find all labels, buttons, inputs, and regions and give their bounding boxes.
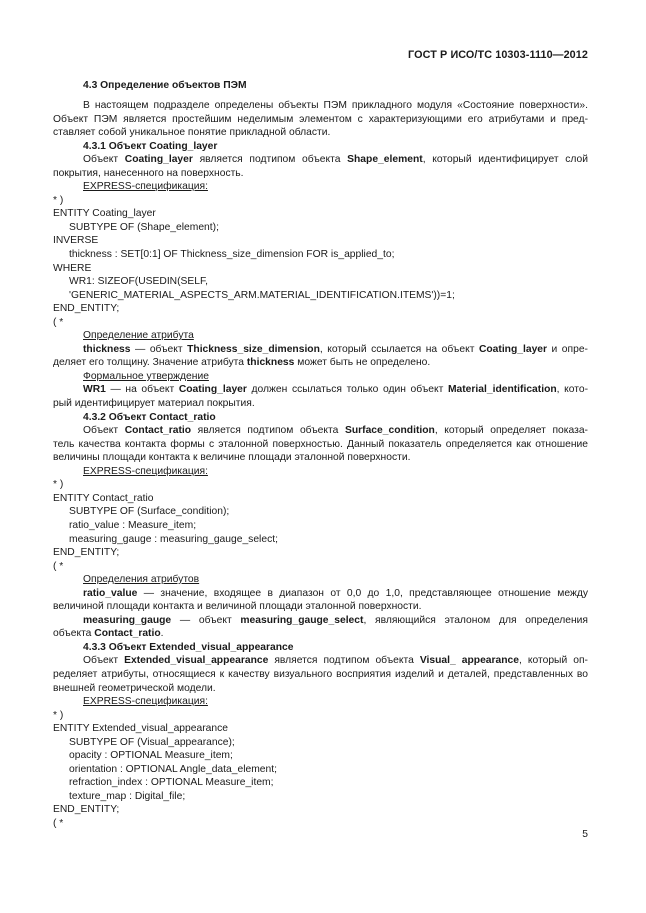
attribute-name: measuring_gauge — [83, 614, 172, 626]
attribute-definition-label: Определение атрибута — [83, 330, 194, 342]
page-content — [53, 79, 588, 831]
text-run: , который оп- — [519, 655, 588, 667]
code-line: ENTITY Extended_visual_appearance — [53, 723, 228, 735]
entity-name: measuring_gauge_select — [240, 614, 364, 626]
code-line: * ) — [53, 479, 64, 491]
text-run: , который ссылается на объект — [319, 343, 479, 355]
express-spec-label: EXPRESS-спецификация: — [83, 696, 208, 708]
entity-name: Material_identification — [447, 384, 557, 396]
paragraph-line: внешней геометрической модели. — [53, 682, 216, 694]
text-run: Объект — [83, 425, 125, 437]
paragraph-line: тель качества контакта формы с эталонной поверхностью. Данный показатель определяется как отношение — [53, 438, 588, 450]
paragraph-line: покрытия, нанесенного на поверхность. — [53, 167, 244, 179]
code-line: * ) — [53, 709, 64, 721]
paragraph-line — [53, 356, 588, 370]
formal-statement-label: Формальное утверждение — [83, 370, 209, 382]
rule-name: WR1 — [83, 384, 106, 396]
text-run: — объект — [171, 614, 241, 626]
code-line: ( * — [53, 560, 64, 572]
code-line: END_ENTITY; — [53, 547, 120, 559]
paragraph-line: Объект ПЭМ является простейшим неделимым элементом с характеризующими его атрибутами и пред- — [53, 113, 588, 125]
attributes-definition-label: Определения атрибутов — [83, 574, 200, 586]
paragraph-line — [53, 627, 588, 641]
document-header-code: ГОСТ Р ИСО/ТС 10303-1110—2012 — [408, 49, 588, 61]
paragraph-line: величиной площади контакта и величиной площади эталонной поверхности. — [53, 601, 422, 613]
entity-name: Shape_element — [347, 154, 423, 166]
code-line: ( * — [53, 316, 64, 328]
code-line: orientation : OPTIONAL Angle_data_element; — [69, 763, 277, 775]
paragraph-line: ставляет собой уникальное понятие прикладной области. — [53, 127, 331, 139]
text-run: — объект — [130, 343, 188, 355]
attribute-name: thickness — [246, 357, 295, 369]
entity-name: Coating_layer — [478, 343, 548, 355]
attribute-name: thickness — [83, 343, 131, 355]
code-line: WR1: SIZEOF(USEDIN(SELF, — [69, 276, 209, 288]
paragraph-line: В настоящем подразделе определены объекты ПЭМ прикладного модуля «Состояние поверхности». — [83, 100, 588, 111]
entity-name: Surface_condition — [344, 425, 435, 437]
code-line: ENTITY Contact_ratio — [53, 492, 154, 504]
paragraph-line — [53, 153, 588, 167]
section-title-4-3-2: 4.3.2 Объект Contact_ratio — [83, 411, 216, 423]
code-line: INVERSE — [53, 235, 99, 247]
paragraph-line — [53, 343, 588, 357]
entity-name: Contact_ratio — [124, 425, 192, 437]
code-line: SUBTYPE OF (Shape_element); — [69, 221, 219, 233]
text-run: , который идентифицирует слой — [422, 154, 588, 166]
paragraph-line: величины площади контакта к величине площади эталонной поверхности. — [53, 452, 411, 464]
entity-name: Thickness_size_dimension — [187, 343, 320, 355]
text-run: и опре- — [547, 343, 588, 355]
code-line: thickness : SET[0:1] OF Thickness_size_dimension FOR is_applied_to; — [69, 249, 395, 261]
code-line: 'GENERIC_MATERIAL_ASPECTS_ARM.MATERIAL_IDENTIFICATION.ITEMS'))=1; — [69, 289, 455, 301]
express-spec-label: EXPRESS-спецификация: — [83, 465, 208, 477]
express-spec-label: EXPRESS-спецификация: — [83, 181, 208, 193]
code-line: END_ENTITY; — [53, 303, 120, 315]
paragraph-line — [53, 614, 588, 628]
text-run: может быть не определено. — [294, 357, 431, 369]
text-run: — значение, входящее в диапазон от 0,0 до 1,0, представляющее отношение между — [137, 587, 588, 599]
text-run: Объект — [83, 655, 125, 667]
text-run: деляет его толщину. Значение атрибута — [53, 357, 247, 369]
entity-name: Coating_layer — [124, 154, 193, 166]
text-run: является подтипом объекта — [191, 425, 345, 437]
entity-name: Extended_visual_appearance — [124, 655, 269, 667]
text-run: является подтипом объекта — [268, 655, 420, 667]
text-run: должен ссылаться только один объект — [246, 384, 448, 396]
paragraph-line — [53, 654, 588, 668]
code-line: refraction_index : OPTIONAL Measure_item; — [69, 777, 274, 789]
text-run: является подтипом объекта — [192, 154, 348, 166]
paragraph-line: рый идентифицирует материал покрытия. — [53, 398, 255, 410]
entity-name: Coating_layer — [178, 384, 247, 396]
code-line: measuring_gauge : measuring_gauge_select; — [69, 533, 278, 545]
paragraph-line — [53, 587, 588, 601]
section-title-4-3: 4.3 Определение объектов ПЭМ — [83, 80, 247, 91]
code-line: ( * — [53, 817, 64, 829]
code-line: ratio_value : Measure_item; — [69, 519, 197, 531]
text-run: , кото- — [556, 384, 588, 396]
section-title-4-3-3: 4.3.3 Объект Extended_visual_appearance — [83, 641, 294, 653]
text-run: Объект — [83, 154, 125, 166]
entity-name: Contact_ratio — [94, 628, 161, 640]
text-run: , который определяет показа- — [434, 425, 588, 437]
attribute-name: ratio_value — [83, 587, 138, 599]
code-line: opacity : OPTIONAL Measure_item; — [69, 750, 233, 762]
entity-name: Visual_ appearance — [419, 655, 519, 667]
code-line: END_ENTITY; — [53, 804, 120, 816]
code-line: ENTITY Coating_layer — [53, 208, 156, 220]
code-line: SUBTYPE OF (Visual_appearance); — [69, 736, 235, 748]
section-title-4-3-1: 4.3.1 Объект Coating_layer — [83, 140, 218, 152]
paragraph-line: ределяет атрибуты, относящиеся к качеству визуального восприятия изделий и деталей, представленных во — [53, 668, 588, 680]
code-line: WHERE — [53, 262, 92, 274]
paragraph-line — [53, 424, 588, 438]
code-line: SUBTYPE OF (Surface_condition); — [69, 506, 230, 518]
text-run: объекта — [53, 628, 95, 640]
code-line: * ) — [53, 194, 64, 206]
paragraph-line — [53, 383, 588, 397]
text-run: . — [160, 628, 164, 640]
page-number: 5 — [582, 829, 588, 840]
code-line: texture_map : Digital_file; — [69, 790, 186, 802]
text-run: — на объект — [105, 384, 179, 396]
text-run: , являющийся эталоном для определения — [363, 614, 588, 626]
